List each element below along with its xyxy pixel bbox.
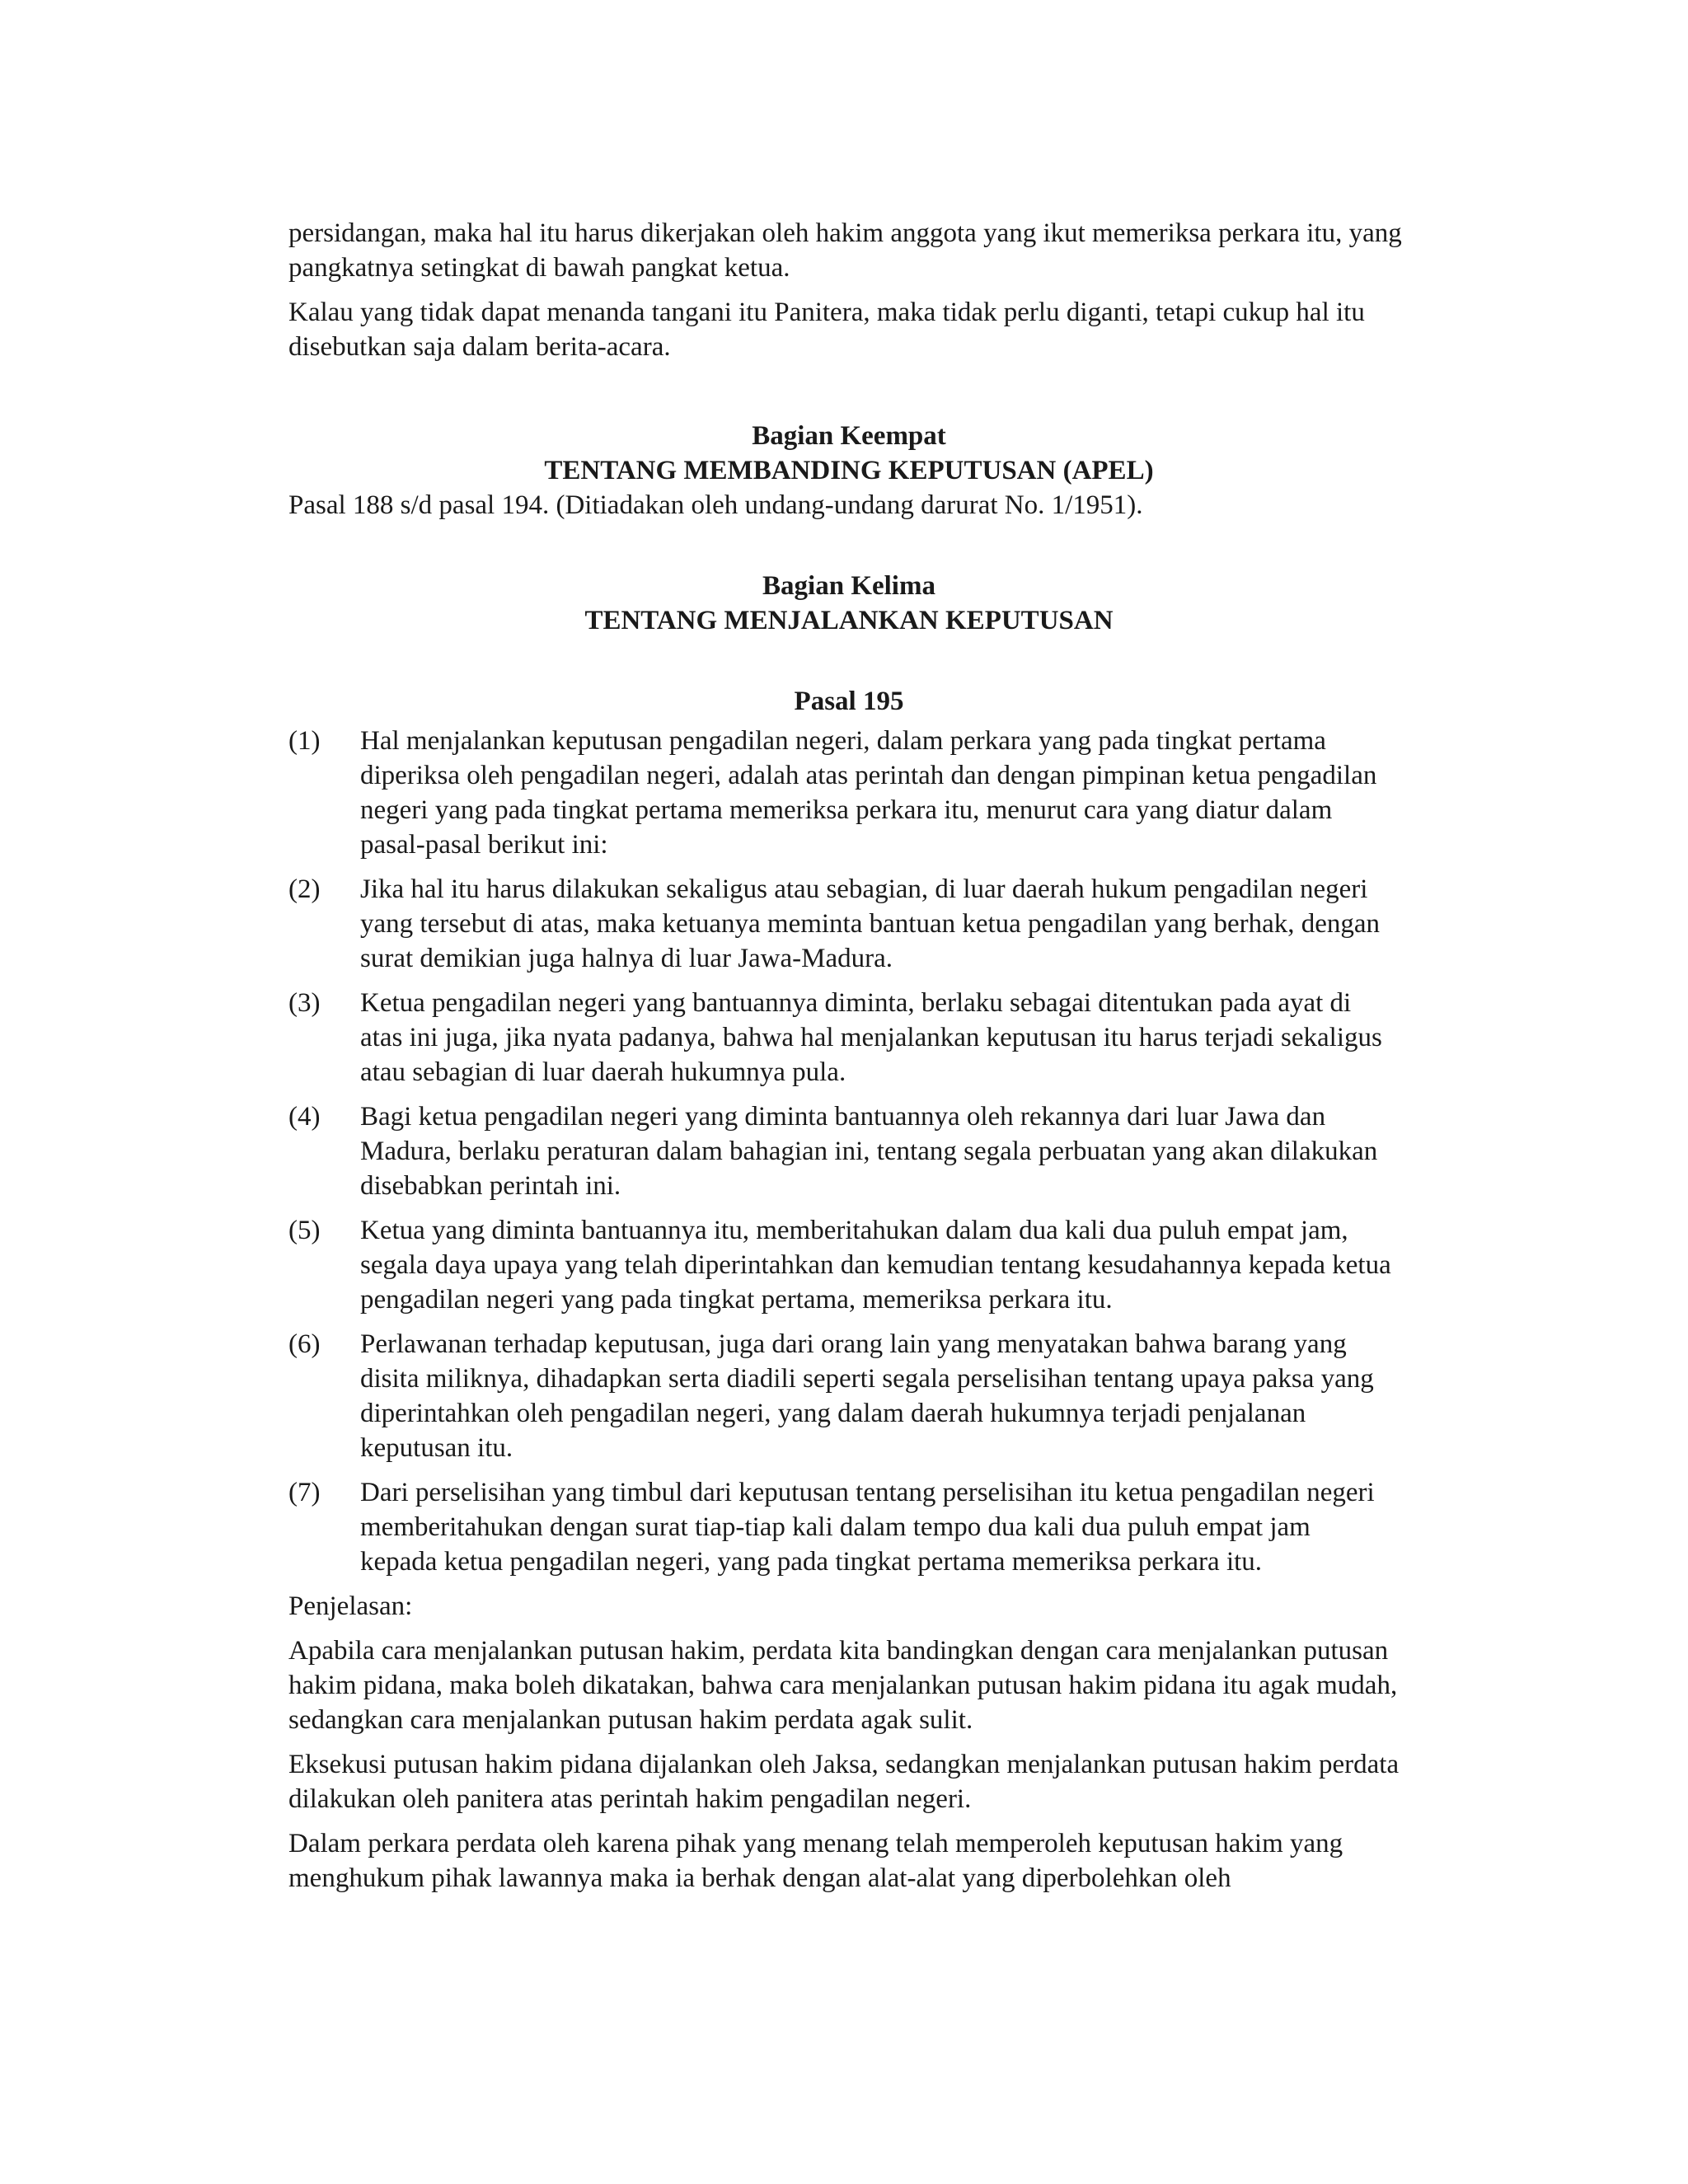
spacer bbox=[288, 374, 1409, 419]
spacer bbox=[288, 638, 1409, 684]
spacer bbox=[288, 523, 1409, 569]
item-number: (1) bbox=[288, 726, 321, 756]
penjelasan-paragraph-3: Dalam perkara perdata oleh karena pihak yang menang telah memperoleh keputusan hakim yang menghukum pihak lawannya maka ia berhak dengan alat-alat yang diperbolehkan oleh bbox=[288, 1829, 1343, 1893]
pasal-item bbox=[288, 872, 1409, 976]
item-text: Ketua yang diminta bantuannya itu, memberitahukan dalam dua kali dua puluh empat jam, segala daya upaya yang telah diperintahkan dan kemudian tentang kesudahannya kepada ketua pengadilan negeri yang pada tingkat pertama, memeriksa perkara itu. bbox=[360, 1216, 1391, 1315]
pasal-item bbox=[288, 1327, 1409, 1465]
item-text: Dari perselisihan yang timbul dari keputusan tentang perselisihan itu ketua pengadilan negeri memberitahukan dengan surat tiap-tiap kali dalam tempo dua kali dua puluh empat jam kepada ketua pengadilan negeri, yang pada tingkat pertama memeriksa perkara itu. bbox=[360, 1478, 1375, 1577]
pasal-item bbox=[288, 1475, 1409, 1579]
section-5-heading: Bagian Kelima bbox=[762, 571, 935, 601]
penjelasan-label: Penjelasan: bbox=[288, 1591, 413, 1621]
intro-paragraph-1: persidangan, maka hal itu harus dikerjakan oleh hakim anggota yang ikut memeriksa perkara itu, yang pangkatnya setingkat di bawah pangkat ketua. bbox=[288, 218, 1402, 283]
item-text: Bagi ketua pengadilan negeri yang diminta bantuannya oleh rekannya dari luar Jawa dan Madura, berlaku peraturan dalam bahagian ini, tentang segala perbuatan yang akan dilakukan disebabkan perintah ini. bbox=[360, 1102, 1378, 1201]
item-number: (3) bbox=[288, 988, 321, 1018]
item-number: (2) bbox=[288, 874, 321, 904]
section-4-text: Pasal 188 s/d pasal 194. (Ditiadakan oleh undang-undang darurat No. 1/1951). bbox=[288, 490, 1143, 520]
section-4-heading: Bagian Keempat bbox=[752, 421, 946, 451]
item-number: (6) bbox=[288, 1329, 321, 1359]
pasal-item bbox=[288, 986, 1409, 1090]
item-number: (5) bbox=[288, 1216, 321, 1245]
intro-paragraph-2: Kalau yang tidak dapat menanda tangani itu Panitera, maka tidak perlu diganti, tetapi cukup hal itu disebutkan saja dalam berita-acara. bbox=[288, 298, 1365, 362]
document-page bbox=[288, 216, 1409, 1905]
item-text: Ketua pengadilan negeri yang bantuannya diminta, berlaku sebagai ditentukan pada ayat di atas ini juga, jika nyata padanya, bahwa hal menjalankan keputusan itu harus terjadi sekaligus atau sebagian di luar daerah hukumnya pula. bbox=[360, 988, 1382, 1087]
item-text: Perlawanan terhadap keputusan, juga dari orang lain yang menyatakan bahwa barang yang disita miliknya, dihadapkan serta diadili seperti segala perselisihan tentang upaya paksa yang diperintahkan oleh pengadilan negeri, yang dalam daerah hukumnya terjadi penjalanan keputusan itu. bbox=[360, 1329, 1374, 1463]
pasal-title: Pasal 195 bbox=[794, 687, 904, 716]
pasal-item bbox=[288, 1099, 1409, 1203]
pasal-item bbox=[288, 724, 1409, 862]
penjelasan-paragraph-2: Eksekusi putusan hakim pidana dijalankan oleh Jaksa, sedangkan menjalankan putusan hakim perdata dilakukan oleh panitera atas perintah hakim pengadilan negeri. bbox=[288, 1750, 1400, 1814]
penjelasan-paragraph-1: Apabila cara menjalankan putusan hakim, perdata kita bandingkan dengan cara menjalankan putusan hakim pidana, maka boleh dikatakan, bahwa cara menjalankan putusan hakim pidana itu agak mudah, sedangkan cara menjalankan putusan hakim perdata agak sulit. bbox=[288, 1636, 1398, 1735]
item-number: (7) bbox=[288, 1478, 321, 1507]
section-5-title: TENTANG MENJALANKAN KEPUTUSAN bbox=[584, 606, 1114, 635]
pasal-item bbox=[288, 1213, 1409, 1317]
section-4-title: TENTANG MEMBANDING KEPUTUSAN (APEL) bbox=[544, 456, 1154, 485]
item-number: (4) bbox=[288, 1102, 321, 1132]
pasal-item-list bbox=[288, 724, 1409, 1579]
item-text: Jika hal itu harus dilakukan sekaligus atau sebagian, di luar daerah hukum pengadilan negeri yang tersebut di atas, maka ketuanya meminta bantuan ketua pengadilan yang berhak, dengan surat demikian juga halnya di luar Jawa-Madura. bbox=[360, 874, 1381, 973]
item-text: Hal menjalankan keputusan pengadilan negeri, dalam perkara yang pada tingkat pertama diperiksa oleh pengadilan negeri, adalah atas perintah dan dengan pimpinan ketua pengadilan negeri yang pada tingkat pertama memeriksa perkara itu, menurut cara yang diatur dalam pasal-pasal berikut ini: bbox=[360, 726, 1377, 860]
